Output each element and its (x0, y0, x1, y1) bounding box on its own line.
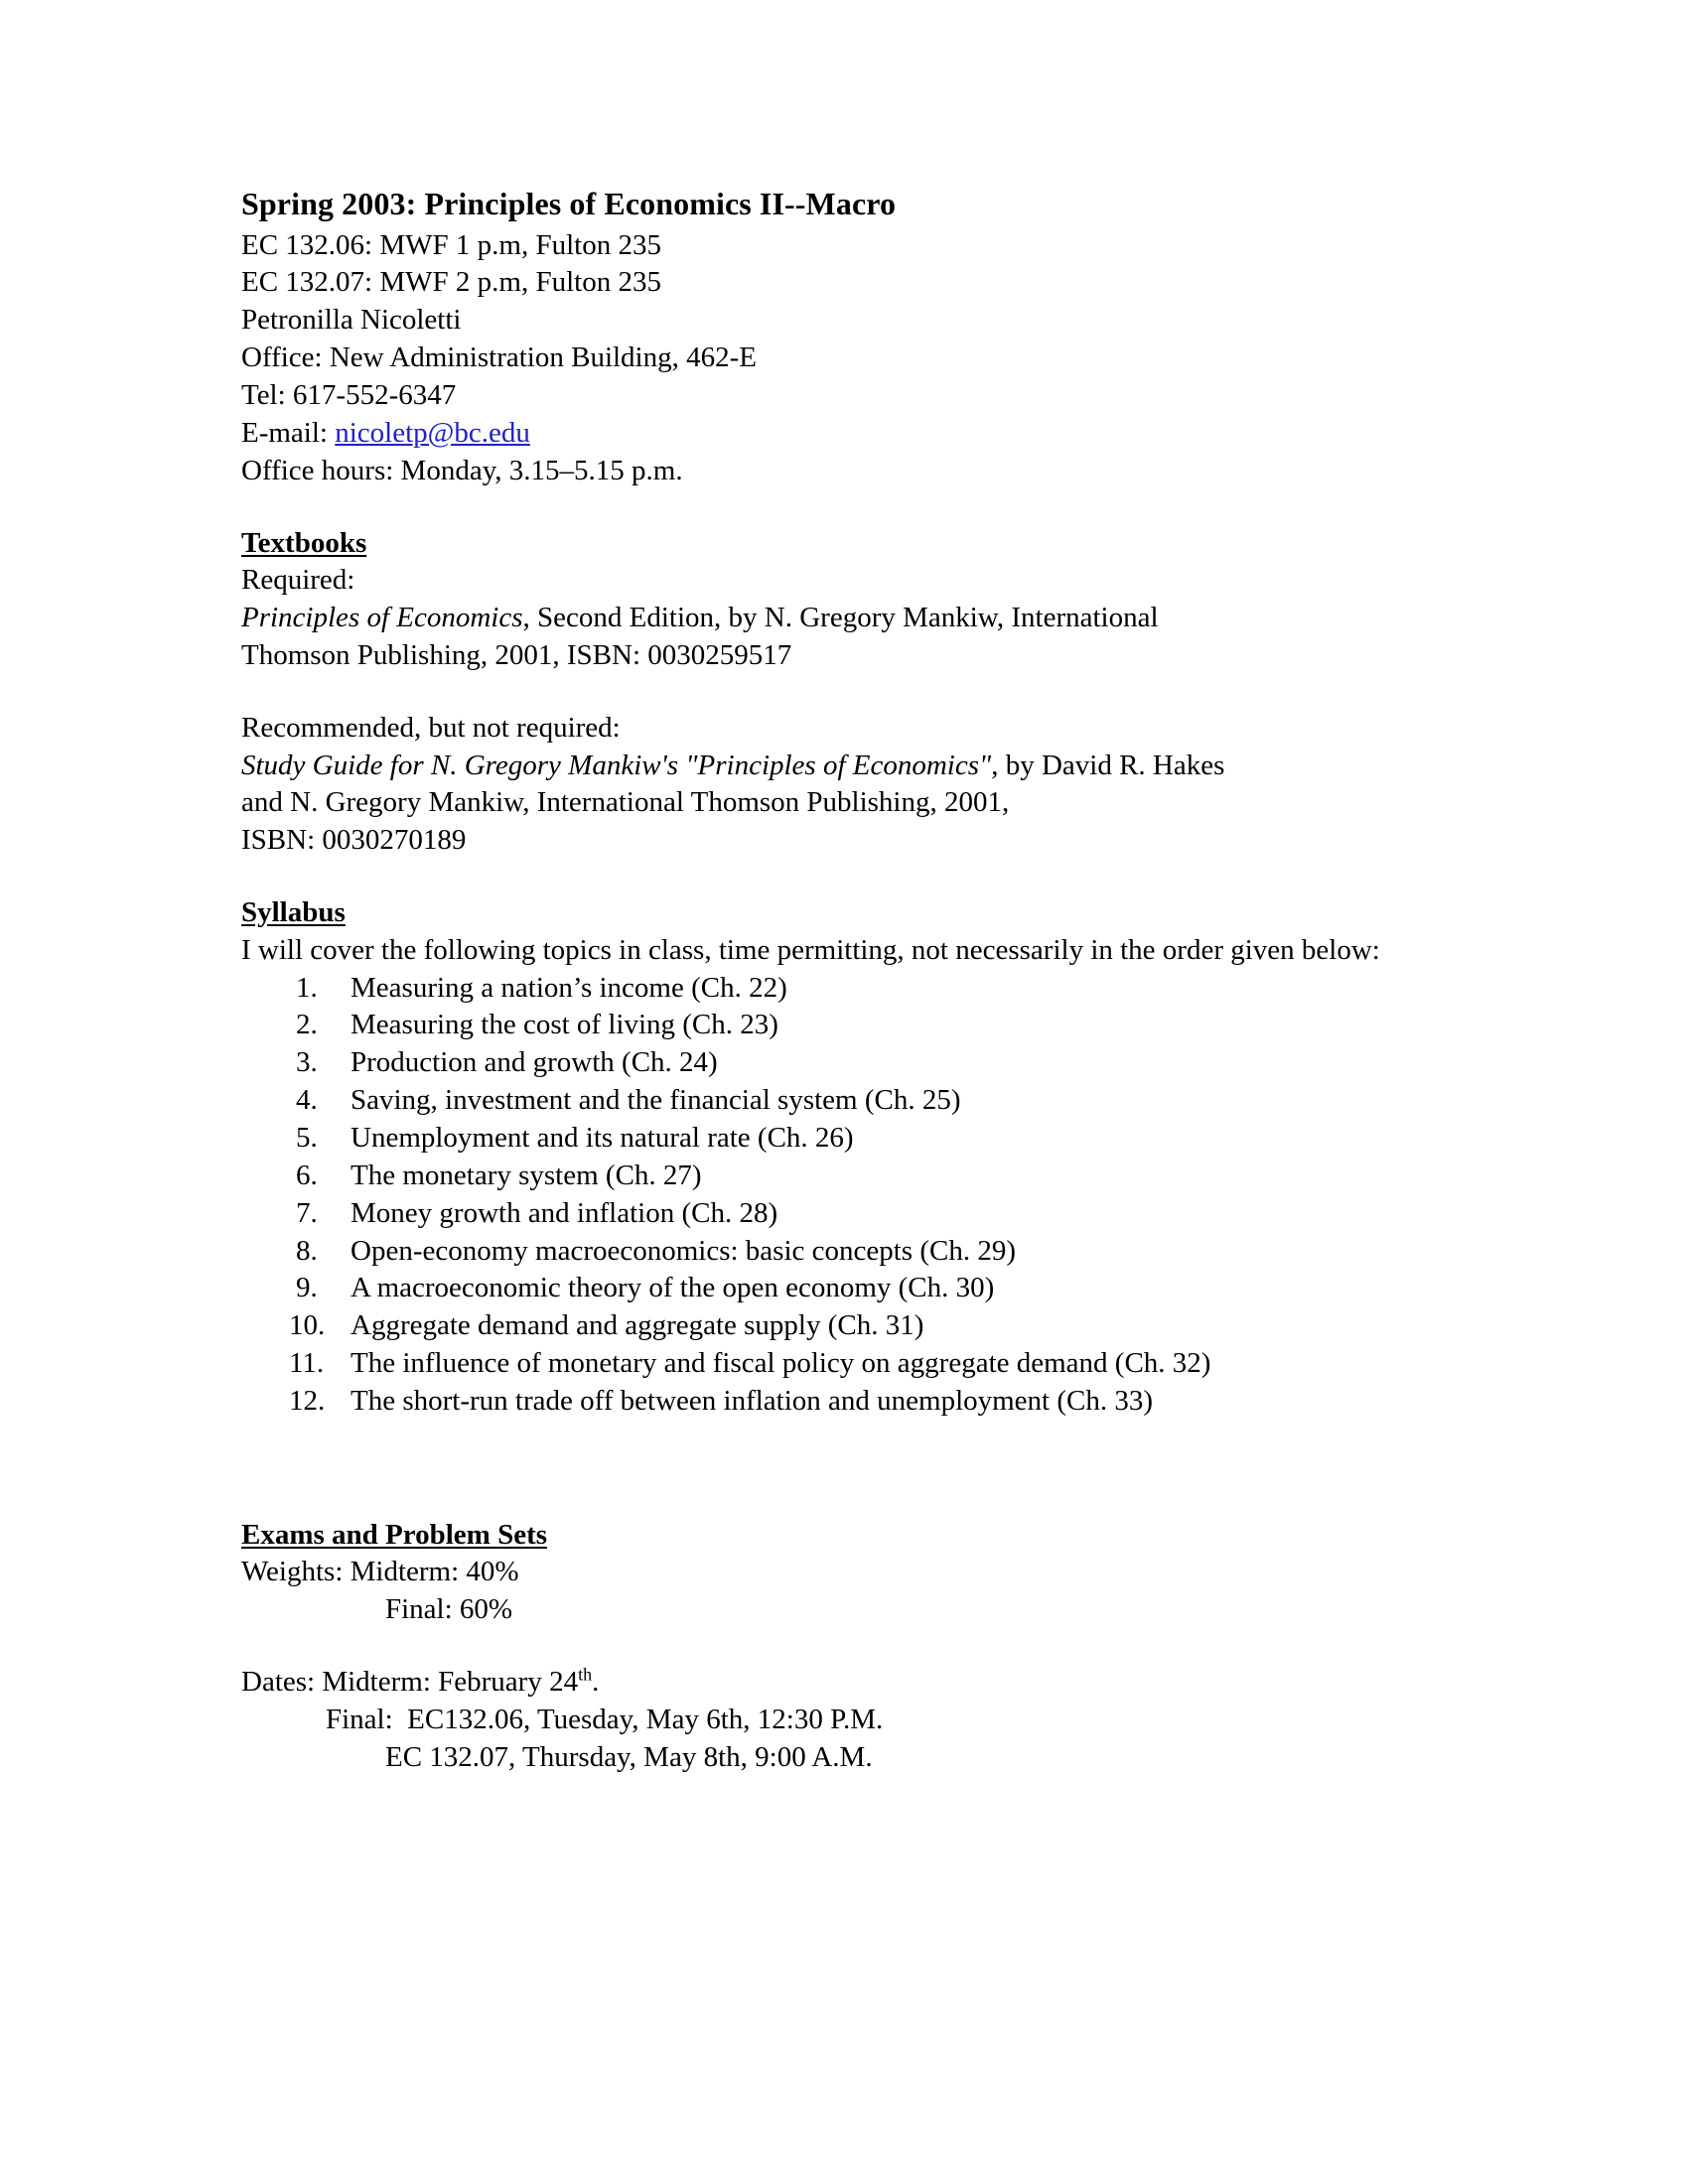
recommended-book-details: , by David R. Hakes (991, 749, 1225, 781)
list-item (241, 1195, 1413, 1233)
exams-heading: Exams and Problem Sets (241, 1518, 548, 1551)
list-item (241, 1120, 1413, 1158)
list-item-label: Money growth and inflation (Ch. 28) (351, 1196, 778, 1229)
list-item (241, 1158, 1413, 1195)
required-book-details: , Second Edition, by N. Gregory Mankiw, International (522, 602, 1159, 634)
spacer (241, 490, 1413, 525)
page-title: Spring 2003: Principles of Economics II--Macro (241, 186, 897, 221)
list-item-label: Unemployment and its natural rate (Ch. 26) (351, 1122, 854, 1154)
list-item-number: 6. (296, 1159, 318, 1191)
ordinal-suffix: th (578, 1664, 593, 1685)
list-item (241, 1383, 1413, 1421)
course-section-1: EC 132.06: MWF 1 p.m, Fulton 235 (241, 228, 661, 261)
list-item-number: 3. (296, 1046, 318, 1079)
list-item-number: 5. (296, 1122, 318, 1154)
course-section-2: EC 132.07: MWF 2 p.m, Fulton 235 (241, 266, 661, 299)
exams-heading-wrap (241, 1517, 1413, 1555)
syllabus-heading-wrap (241, 894, 1413, 932)
recommended-book-isbn: ISBN: 0030270189 (241, 824, 467, 857)
list-item-number: 8. (296, 1234, 318, 1267)
list-item-label: The short-run trade off between inflation and unemployment (Ch. 33) (351, 1384, 1154, 1417)
list-item-label: A macroeconomic theory of the open economy (Ch. 30) (351, 1272, 995, 1304)
email-link[interactable]: nicoletp@bc.edu (335, 416, 530, 449)
recommended-book-citation (241, 748, 1413, 785)
textbooks-heading: Textbooks (241, 526, 367, 559)
list-item-number: 9. (296, 1272, 318, 1304)
instructor-name: Petronilla Nicoletti (241, 304, 462, 337)
list-item-label: The monetary system (Ch. 27) (351, 1159, 702, 1191)
spacer (241, 1482, 1413, 1517)
syllabus-topic-list (241, 970, 1413, 1421)
list-item (241, 1270, 1413, 1307)
recommended-book-title: Study Guide for N. Gregory Mankiw's "Principles of Economics" (241, 749, 992, 781)
office-hours: Office hours: Monday, 3.15–5.15 p.m. (241, 454, 683, 486)
spacer (241, 1629, 1413, 1664)
dates-midterm-text: Dates: Midterm: February 24 (241, 1666, 579, 1699)
dates-final-ec13206: Final: EC132.06, Tuesday, May 6th, 12:30 P.M. (326, 1703, 884, 1735)
list-item-number: 10. (289, 1309, 326, 1342)
dates-midterm-period: . (592, 1666, 600, 1699)
list-item-number: 1. (296, 971, 318, 1004)
required-book-citation (241, 600, 1413, 637)
list-item-label: Aggregate demand and aggregate supply (Ch. 31) (351, 1309, 924, 1342)
syllabus-heading: Syllabus (241, 896, 346, 929)
list-item-number: 7. (296, 1196, 318, 1229)
list-item (241, 1082, 1413, 1120)
list-item-label: The influence of monetary and fiscal policy on aggregate demand (Ch. 32) (351, 1347, 1211, 1380)
list-item-number: 4. (296, 1084, 318, 1117)
list-item (241, 1307, 1413, 1345)
office-location: Office: New Administration Building, 462-E (241, 341, 757, 374)
list-item-number: 11. (289, 1347, 325, 1380)
list-item (241, 1044, 1413, 1082)
list-item (241, 970, 1413, 1008)
list-item (241, 1007, 1413, 1044)
recommended-label: Recommended, but not required: (241, 711, 621, 744)
list-item-number: 2. (296, 1009, 318, 1041)
list-item (241, 1345, 1413, 1383)
required-label: Required: (241, 564, 355, 597)
required-book-title: Principles of Economics (241, 602, 523, 634)
dates-midterm (241, 1664, 1413, 1702)
list-item (241, 1233, 1413, 1271)
list-item-number: 12. (289, 1384, 326, 1417)
list-item-label: Measuring the cost of living (Ch. 23) (351, 1009, 778, 1041)
spacer (241, 1421, 1413, 1482)
recommended-book-citation-line2: and N. Gregory Mankiw, International Thomson Publishing, 2001, (241, 786, 1010, 819)
spacer (241, 675, 1413, 710)
weights-midterm: Weights: Midterm: 40% (241, 1556, 519, 1588)
syllabus-intro: I will cover the following topics in class, time permitting, not necessarily in the order given below: (241, 933, 1380, 966)
list-item-label: Saving, investment and the financial system (Ch. 25) (351, 1084, 961, 1117)
spacer (241, 860, 1413, 894)
list-item-label: Production and growth (Ch. 24) (351, 1046, 718, 1079)
email-line (241, 415, 1413, 453)
email-label: E-mail: (241, 416, 336, 449)
weights-final: Final: 60% (385, 1593, 513, 1626)
list-item-label: Open-economy macroeconomics: basic concepts (Ch. 29) (351, 1234, 1017, 1267)
telephone: Tel: 617-552-6347 (241, 378, 457, 411)
textbooks-heading-wrap (241, 525, 1413, 563)
document-body (241, 184, 1413, 1777)
required-book-citation-line2: Thomson Publishing, 2001, ISBN: 0030259517 (241, 638, 792, 671)
dates-final-ec13207: EC 132.07, Thursday, May 8th, 9:00 A.M. (385, 1740, 873, 1773)
list-item-label: Measuring a nation’s income (Ch. 22) (351, 971, 787, 1004)
